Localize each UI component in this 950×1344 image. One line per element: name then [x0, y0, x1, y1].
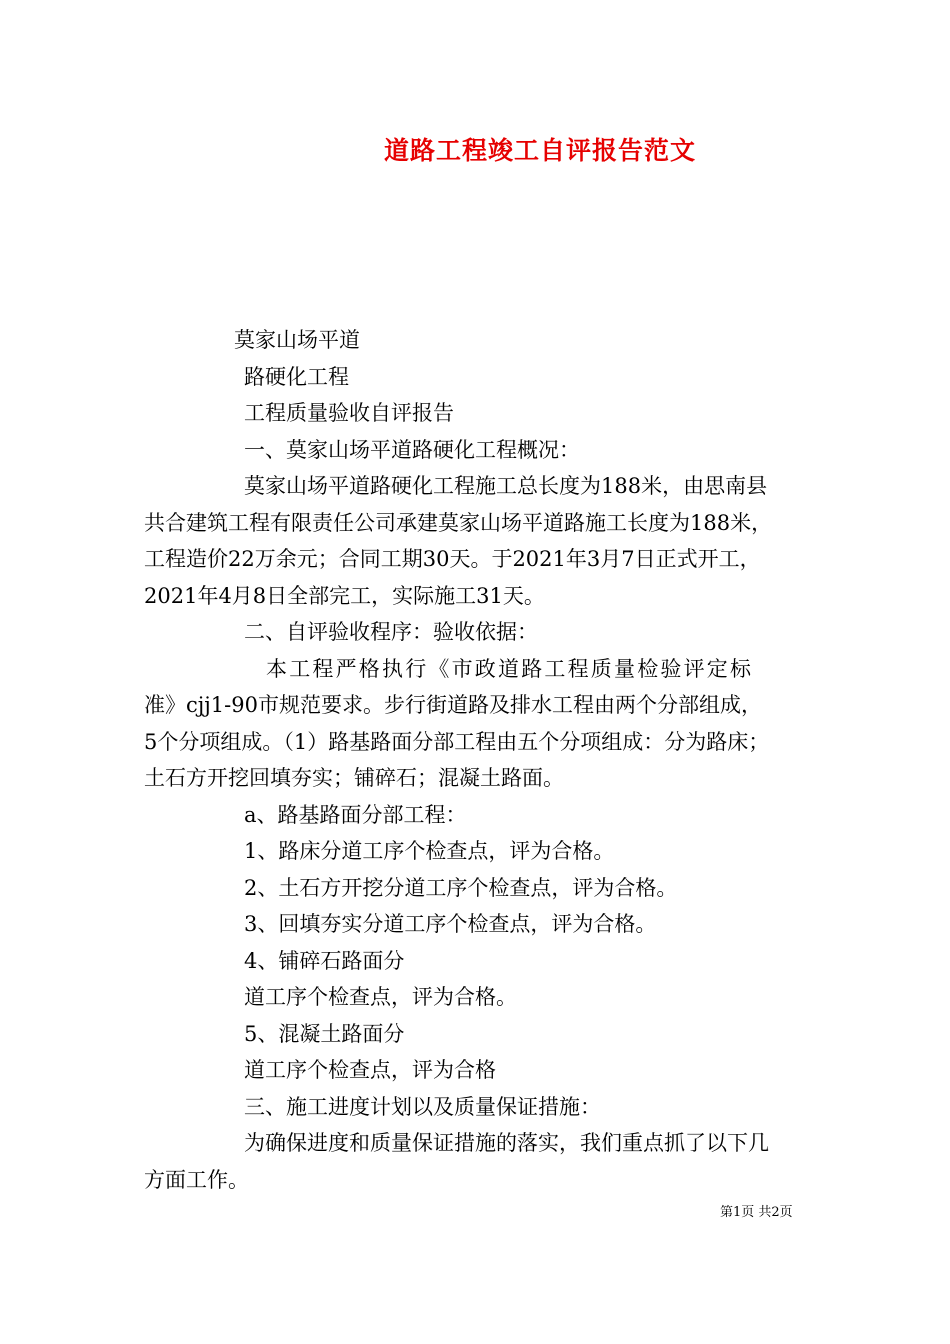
paragraph-2-line: 5个分项组成。（1）路基路面分部工程由五个分项组成：分为路床； — [144, 729, 770, 754]
text-line: 路硬化工程 — [244, 364, 349, 389]
list-item: a、路基路面分部工程： — [244, 802, 467, 827]
section-heading-2: 二、自评验收程序：验收依据： — [244, 620, 538, 644]
paragraph-2-line: 土石方开挖回填夯实；铺碎石；混凝土路面。 — [144, 766, 564, 790]
list-item: 4、铺碎石路面分 — [244, 948, 405, 973]
list-item: 1、路床分道工序个检查点，评为合格。 — [244, 839, 615, 863]
list-item: 5、混凝土路面分 — [244, 1021, 405, 1046]
paragraph-1-line: 工程造价22万余元；合同工期30天。于2021年3月7日正式开工， — [144, 547, 761, 571]
page-number: 第1页 共2页 — [720, 1205, 793, 1220]
paragraph-2-line: 准》cjj1-90市规范要求。步行街道路及排水工程由两个分部组成， — [144, 693, 762, 717]
list-item: 3、回填夯实分道工序个检查点，评为合格。 — [244, 912, 657, 936]
text-line: 莫家山场平道 — [234, 328, 360, 352]
list-item: 道工序个检查点，评为合格 — [244, 1058, 496, 1082]
list-item: 道工序个检查点，评为合格。 — [244, 985, 517, 1009]
section-heading-3: 三、施工进度计划以及质量保证措施： — [244, 1094, 601, 1119]
section-heading-1: 一、莫家山场平道路硬化工程概况： — [244, 437, 580, 462]
paragraph-1-line: 2021年4月8日全部完工，实际施工31天。 — [144, 583, 545, 608]
paragraph-3-line: 为确保进度和质量保证措施的落实，我们重点抓了以下几 — [244, 1131, 769, 1155]
list-item: 2、土石方开挖分道工序个检查点，评为合格。 — [244, 875, 678, 900]
document-title: 道路工程竣工自评报告范文 — [383, 136, 696, 165]
paragraph-2-line: 本工程严格执行《市政道路工程质量检验评定标 — [266, 656, 754, 681]
paragraph-1-line: 共合建筑工程有限责任公司承建莫家山场平道路施工长度为188米， — [144, 510, 773, 535]
paragraph-1-line: 莫家山场平道路硬化工程施工总长度为188米，由思南县 — [244, 474, 768, 498]
paragraph-3-line: 方面工作。 — [144, 1167, 249, 1192]
document-body — [144, 322, 812, 1198]
text-line: 工程质量验收自评报告 — [244, 401, 454, 425]
